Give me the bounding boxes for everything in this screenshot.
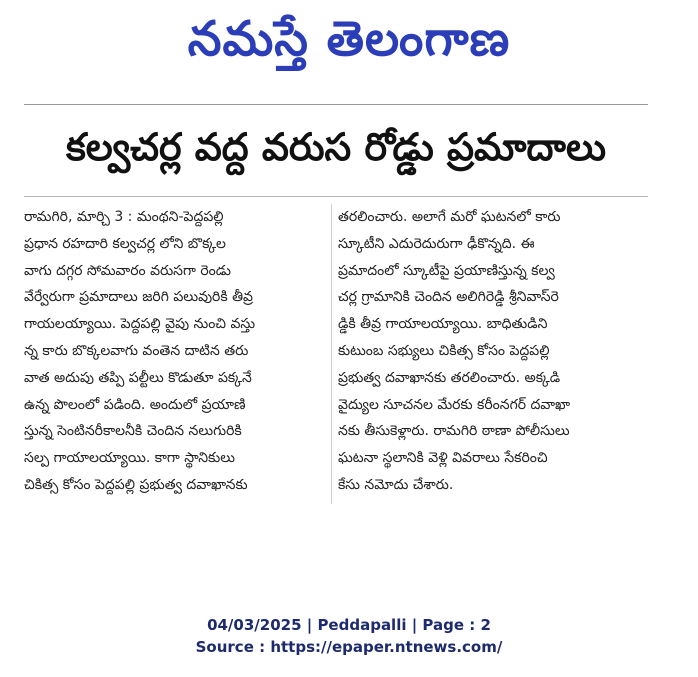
body-line: ప్రధాన రహదారి కల్వచర్ల లోని బొక్కల [24,235,226,252]
body-line: ప్రమాదంలో స్కూటీపై ప్రయాణిస్తున్న కల్వ [338,262,555,279]
article-headline: కల్వచర్ల వద్ద వరుస రోడ్డు ప్రమాదాలు [65,125,607,169]
body-line: కుటుంబ సభ్యులు చికిత్స కోసం పెద్దపల్లి [338,342,550,359]
body-line: వాగు దగ్గర సోమవారం వరుసగా రెండు [24,262,231,279]
article-body-left-column [24,204,326,514]
body-line: గాయలయ్యాయి. పెద్దపల్లి వైపు నుంచి వస్తు [24,316,256,333]
body-line: రామగిరి, మార్చి 3 : మంథని-పెద్దపల్లి [24,209,224,225]
body-line: కేసు నమోదు చేశారు. [338,476,454,493]
body-line: న్న కారు బొక్కలవాగు వంతెన దాటిన తరు [24,342,249,359]
body-line: స్తున్న సెంటినరీకాలనీకి చెందిన నలుగురికి [24,423,242,440]
body-line: చికిత్స కోసం పెద్దపల్లి ప్రభుత్వ దవాఖానకు [24,476,248,493]
body-line: సల్ప గాయాలయ్యాయి. కాగా స్థానికులు [24,450,235,467]
body-line: వేర్వేరుగా ప్రమాదాలు జరిగి పలువురికి తీవ్ర [24,289,254,306]
body-line: ఉన్న పొలంలో పడింది. అందులో ప్రయాణి [24,396,246,413]
body-line: స్కూటీని ఎదురెదురుగా ఢీకొన్నది. ఈ [338,235,535,252]
body-line: చర్ల గ్రామానికి చెందిన అలిగిరెడ్డి శ్రీనివాస్‌రె [338,289,559,306]
masthead-logo [0,0,698,78]
masthead-title: నమస్తే తెలంగాణ [187,11,511,67]
masthead-divider [24,104,648,105]
footer-meta: 04/03/2025 | Peddapalli | Page : 2 [207,616,491,634]
body-line: ప్రభుత్వ దవాఖానకు తరలించారు. అక్కడి [338,369,561,386]
body-line: ఘటనా స్థలానికి వెళ్లి వివరాలు సేకరించి [338,450,548,467]
body-line: నకు తీసుకెళ్లారు. రామగిరి ఠాణా పోలీసులు [338,423,570,440]
body-line: తరలించారు. అలాగే మరో ఘటనలో కారు [338,209,561,225]
headline-divider [24,196,648,197]
article-body-right-column [338,204,640,514]
body-line: వాత అదుపు తప్పి పల్టీలు కొడుతూ పక్కనే [24,369,252,386]
footer-source: Source : https://epaper.ntnews.com/ [195,638,503,656]
body-line: వైద్యుల సూచనల మేరకు కరీంనగర్ దవాఖా [338,396,571,413]
column-divider [331,204,332,504]
body-line: డ్డికి తీవ్ర గాయాలయ్యాయి. బాధితుడిని [338,316,548,333]
